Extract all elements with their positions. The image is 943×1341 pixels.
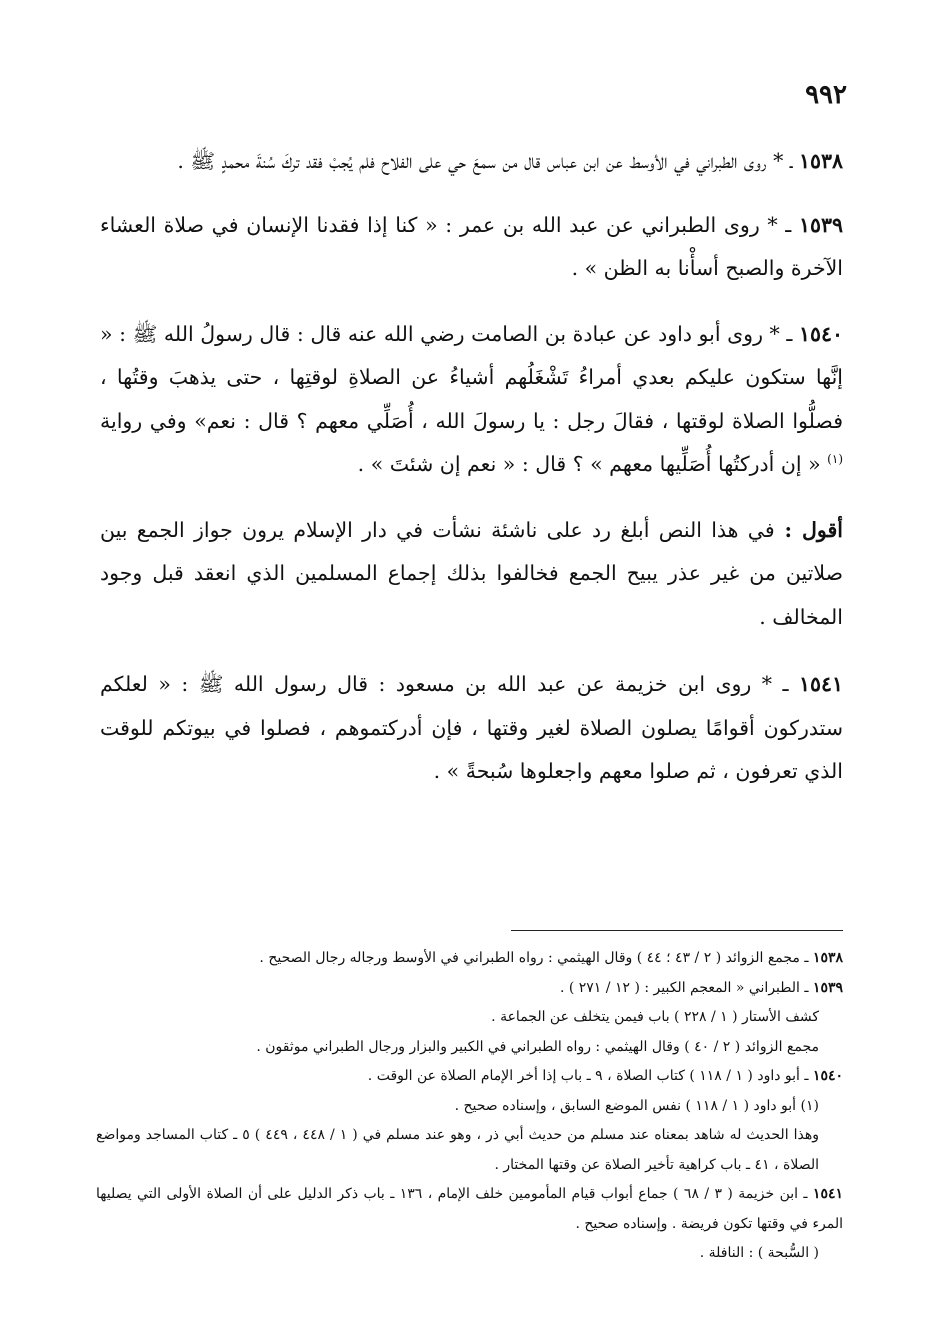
hadith-number: ١٥٤٠: [798, 321, 844, 346]
comment-text: في هذا النص أبلغ رد على ناشئة نشأت في دار الإسلام يرون جواز الجمع بين صلاتين من غير عذر يبيح الجمع فخالفوا بذلك إجماع المسلمين الذي انعقد قبل وجود المخالف .: [100, 517, 843, 629]
footnote-number: ١٥٣٩: [812, 979, 843, 996]
footnote-line: [96, 1003, 843, 1033]
hadith-1540: [100, 313, 843, 487]
footnote-number: ١٥٤١: [812, 1186, 843, 1202]
footnote-1538: [96, 944, 843, 974]
hadith-prefix: ـ *: [762, 321, 799, 346]
footnote-number: ١٥٤٠: [812, 1068, 843, 1084]
footnote-divider: [511, 930, 843, 931]
footnote-text: كشف الأستار ( ١ / ٢٢٨ ) باب فيمن يتخلف عن الجماعة .: [491, 1009, 819, 1025]
footnote-line: [96, 1092, 843, 1122]
hadith-prefix: ـ *: [751, 672, 799, 696]
footnote-text: ( السُّبحة ) : النافلة .: [699, 1245, 819, 1261]
hadith-number: ١٥٤١: [798, 672, 843, 696]
footnote-text: مجمع الزوائد ( ٢ / ٤٠ ) وقال الهيثمي : رواه الطبراني في الكبير والبزار ورجال الطبراني موثقون .: [256, 1038, 819, 1055]
hadith-text-continued: « إن أدركتُها أُصَلِّيها معهم » ؟ قال : « نعم إن شئتَ » .: [357, 452, 828, 476]
author-comment: [100, 509, 843, 640]
hadith-number: ١٥٣٨: [798, 149, 843, 173]
hadith-prefix: ـ *: [766, 149, 799, 173]
footnote-text: ـ ابن خزيمة ( ٣ / ٦٨ ) جماع أبواب قيام المأمومين خلف الإمام ، ١٣٦ ـ باب ذكر الدليل على أن الصلاة الأولى التي يصليها المرء في وقتها تكون فريضة . وإسناده صحيح .: [96, 1186, 843, 1232]
footnote-1541: [96, 1180, 843, 1239]
main-text: [100, 140, 843, 820]
footnote-line: [96, 1121, 843, 1180]
footnote-text: وهذا الحديث له شاهد بمعناه عند مسلم من حديث أبي ذر ، وهو عند مسلم في ( ١ / ٤٤٨ ، ٤٤٩ ) ٥ ـ كتاب المساجد ومواضع الصلاة ، ٤١ ـ باب كراهية تأخير الصلاة عن وقتها المختار .: [96, 1127, 819, 1173]
hadith-1539: [100, 204, 843, 291]
hadith-1541: [100, 663, 843, 794]
footnote-ref[interactable]: (١): [827, 452, 843, 467]
footnote-text: ـ الطبراني « المعجم الكبير : ( ١٢ / ٢٧١ ) .: [559, 979, 813, 996]
footnote-text: ـ أبو داود ( ١ / ١١٨ ) كتاب الصلاة ، ٩ ـ باب إذا أخر الإمام الصلاة عن الوقت .: [367, 1068, 813, 1084]
footnote-1540: [96, 1062, 843, 1092]
footnote-number: ١٥٣٨: [812, 950, 843, 966]
hadith-text: روى أبو داود عن عبادة بن الصامت رضي الله عنه قال : قال رسولُ الله ﷺ : « إنَّها ستكون عليكم بعدي أمراءُ تَشْغَلُهم أشياءُ عن الصلاةِ لوقتِها ، حتى يذهبَ وقتُها ، فصلُّوا الصلاة لوقتها ، فقالَ رجل : يا رسولَ الله ، أُصَلِّي معهم ؟ قال : نعم» وفي رواية: [100, 321, 843, 433]
hadith-text: روى ابن خزيمة عن عبد الله بن مسعود : قال رسول الله ﷺ : « لعلكم ستدركون أقوامًا يصلون الصلاة لغير وقتها ، فإن أدركتموهم ، فصلوا في بيوتكم للوقت الذي تعرفون ، ثم صلوا معهم واجعلوها سُبحةً » .: [100, 672, 843, 783]
footnotes: [96, 944, 843, 1269]
comment-lead: أقول :: [774, 517, 843, 542]
footnote-1539: [96, 974, 843, 1004]
hadith-prefix: ـ *: [759, 212, 799, 237]
hadith-text: روى الطبراني عن عبد الله بن عمر : « كنا إذا فقدنا الإنسان في صلاة العشاء الآخرة والصبح أسأْنا به الظن » .: [100, 212, 843, 280]
hadith-1538: [100, 140, 843, 184]
footnote-line: [96, 1033, 843, 1063]
footnote-line: [96, 1239, 843, 1269]
page-number: ٩٩٢: [805, 80, 847, 110]
footnote-text: ـ مجمع الزوائد ( ٢ / ٤٣ ؛ ٤٤ ) وقال الهيثمي : رواه الطبراني في الأوسط ورجاله رجال الصحيح .: [259, 950, 813, 966]
hadith-number: ١٥٣٩: [798, 212, 843, 237]
hadith-text: روى الطبراني في الأوسط عن ابن عباس قال من سمعَ حي على الفلاح فلم يُجبْ فقد تركَ سُنةَ محمدٍ ﷺ .: [177, 149, 767, 173]
footnote-text: (١) أبو داود ( ١ / ١١٨ ) نفس الموضع السابق ، وإسناده صحيح .: [454, 1097, 819, 1114]
